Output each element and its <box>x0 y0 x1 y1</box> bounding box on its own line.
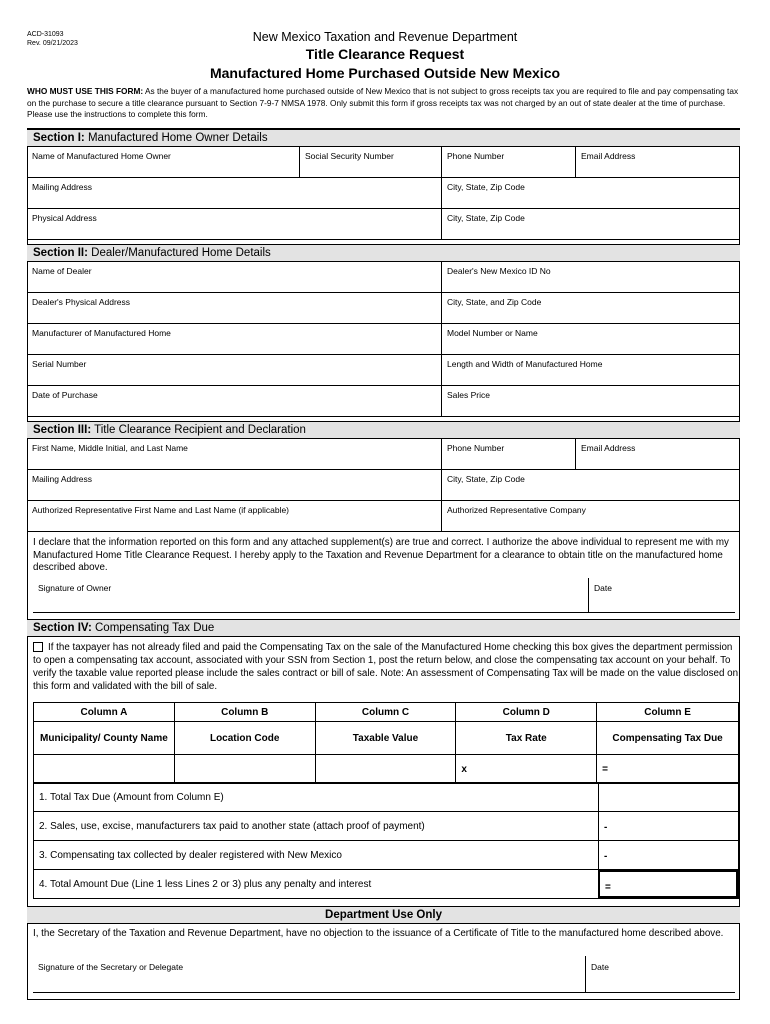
owner-physical-field[interactable] <box>27 209 442 239</box>
secretary-signature-label: Signature of the Secretary or Delegate <box>38 962 184 972</box>
column-d-header: Column D <box>456 703 597 722</box>
line4-mark: = <box>605 882 611 893</box>
dealer-address-label: Dealer's Physical Address <box>32 297 130 307</box>
section2-label: Section II: <box>33 247 88 259</box>
serial-field[interactable] <box>27 355 442 385</box>
owner-phone-field[interactable] <box>442 147 576 177</box>
form-title: Title Clearance Request <box>305 46 465 62</box>
model-label: Model Number or Name <box>447 328 538 338</box>
form-revision: Rev. 09/21/2023 <box>27 40 78 47</box>
section2-row4 <box>27 355 740 386</box>
owner-name-label: Name of Manufactured Home Owner <box>32 151 171 161</box>
model-field[interactable] <box>442 324 740 354</box>
serial-label: Serial Number <box>32 359 87 369</box>
owner-physical-city-field[interactable] <box>442 209 740 239</box>
dealer-city-label: City, State, and Zip Code <box>447 297 542 307</box>
ssn-label: Social Security Number <box>305 151 394 161</box>
secretary-signature-line[interactable] <box>33 992 735 993</box>
recipient-phone-field[interactable] <box>442 439 576 469</box>
owner-mailing-label: Mailing Address <box>32 182 93 192</box>
section3-header <box>27 421 740 439</box>
compensating-tax-header: Compensating Tax Due <box>597 722 739 755</box>
recipient-mailing-field[interactable] <box>27 470 442 500</box>
section1-row3 <box>27 209 740 240</box>
owner-email-field[interactable] <box>576 147 740 177</box>
dealer-id-field[interactable] <box>442 262 740 292</box>
municipality-input[interactable] <box>34 755 175 784</box>
ssn-field[interactable] <box>300 147 442 177</box>
section1-row1 <box>27 147 740 178</box>
rep-company-field[interactable] <box>442 501 740 531</box>
section4-title: Compensating Tax Due <box>95 622 215 634</box>
manufacturer-field[interactable] <box>27 324 442 354</box>
recipient-city-label: City, State, Zip Code <box>447 474 525 484</box>
section2-title: Dealer/Manufactured Home Details <box>91 247 271 259</box>
dealer-address-field[interactable] <box>27 293 442 323</box>
recipient-city-field[interactable] <box>442 470 740 500</box>
section3-title: Title Clearance Recipient and Declaration <box>94 424 306 436</box>
consent-text: If the taxpayer has not already filed and paid the Compensating Tax on the sale of the Manufactured Home checking this box gives the department permission to open a compensating tax account, associated with your SSN from Section 1, post the return below, and close the compensating tax account on your behalf. To verify the taxable value reported please include the sales contract or bill of sale. Note: An assessment of Compensating Tax will be made on the value disclosed on this form and validated with the bill of sale. <box>33 642 739 692</box>
equals-mark: = <box>602 763 608 775</box>
location-code-header: Location Code <box>174 722 315 755</box>
line2-input[interactable] <box>598 812 738 840</box>
dept-statement: I, the Secretary of the Taxation and Revenue Department, have no objection to the issuance of a Certificate of Title to the manufactured home described above. <box>33 928 724 939</box>
recipient-name-field[interactable] <box>27 439 442 469</box>
section2-row5 <box>27 386 740 417</box>
rep-name-field[interactable] <box>27 501 442 531</box>
line1-row <box>34 783 738 812</box>
municipality-header: Municipality/ County Name <box>34 722 175 755</box>
recipient-email-field[interactable] <box>576 439 740 469</box>
column-c-header: Column C <box>315 703 456 722</box>
dimensions-label: Length and Width of Manufactured Home <box>447 359 603 369</box>
section4-label: Section IV: <box>33 622 92 634</box>
purchase-date-field[interactable] <box>27 386 442 416</box>
form-number: ACD-31093 <box>27 31 64 38</box>
tax-rate-input[interactable] <box>456 755 597 784</box>
owner-mailing-city-label: City, State, Zip Code <box>447 182 525 192</box>
intro-lead: WHO MUST USE THIS FORM: <box>27 86 144 96</box>
section3-label: Section III: <box>33 424 92 436</box>
owner-mailing-field[interactable] <box>27 178 442 208</box>
compensating-tax-consent <box>33 641 739 693</box>
section3-row3 <box>27 501 740 532</box>
owner-signature-label: Signature of Owner <box>38 583 112 593</box>
secretary-date-label: Date <box>591 962 609 972</box>
owner-email-label: Email Address <box>581 151 636 161</box>
section4-header <box>27 619 740 637</box>
intro-body: As the buyer of a manufactured home purchased outside of New Mexico that is not subject to gross receipts tax you are required to file and pay compensating tax on the purchase to secure a title clearance pursuant to Section 7-9-7 NMSA 1978. Only submit this form if gross receipts tax was not charged by an out of state dealer at the time of purchase. Please use the instructions to complete this form. <box>27 86 739 119</box>
owner-phone-label: Phone Number <box>447 151 505 161</box>
tax-table <box>33 702 739 784</box>
section2-row1 <box>27 262 740 293</box>
line2-row <box>34 812 738 841</box>
line3-input[interactable] <box>598 841 738 869</box>
section1-row2 <box>27 178 740 209</box>
owner-signature-line[interactable] <box>33 612 735 613</box>
recipient-name-label: First Name, Middle Initial, and Last Name <box>32 443 188 453</box>
section1-label: Section I: <box>33 132 85 144</box>
recipient-phone-label: Phone Number <box>447 443 505 453</box>
line4-input[interactable] <box>598 870 738 898</box>
dealer-name-label: Name of Dealer <box>32 266 92 276</box>
taxable-value-header: Taxable Value <box>315 722 456 755</box>
rep-company-label: Authorized Representative Company <box>447 505 586 515</box>
line1-label: 1. Total Tax Due (Amount from Column E) <box>39 792 224 803</box>
sales-price-label: Sales Price <box>447 390 490 400</box>
consent-checkbox[interactable] <box>33 642 43 652</box>
dealer-id-label: Dealer's New Mexico ID No <box>447 266 551 276</box>
column-e-header: Column E <box>597 703 739 722</box>
form-subtitle: Manufactured Home Purchased Outside New Mexico <box>209 65 561 81</box>
section2-row2 <box>27 293 740 324</box>
section2-row3 <box>27 324 740 355</box>
column-a-header: Column A <box>34 703 175 722</box>
owner-name-field[interactable] <box>27 147 300 177</box>
line2-mark: - <box>604 822 608 833</box>
section1-title: Manufactured Home Owner Details <box>87 132 268 144</box>
owner-mailing-city-field[interactable] <box>442 178 740 208</box>
line3-mark: - <box>604 851 608 862</box>
manufacturer-label: Manufacturer of Manufactured Home <box>32 328 171 338</box>
line3-label: 3. Compensating tax collected by dealer registered with New Mexico <box>39 850 342 861</box>
purchase-date-label: Date of Purchase <box>32 390 98 400</box>
owner-date-label: Date <box>594 583 612 593</box>
section3-row2 <box>27 470 740 501</box>
multiply-mark: x <box>461 763 467 775</box>
section3-row1 <box>27 439 740 470</box>
tax-rate-header: Tax Rate <box>456 722 597 755</box>
line1-input[interactable] <box>598 783 738 811</box>
sales-price-field[interactable] <box>442 386 740 416</box>
tax-entry-row <box>34 755 739 784</box>
line4-row <box>34 870 738 898</box>
rep-name-label: Authorized Representative First Name and Last Name (if applicable) <box>32 505 290 515</box>
intro-text <box>27 86 747 121</box>
location-code-input[interactable] <box>174 755 315 784</box>
dealer-name-field[interactable] <box>27 262 442 292</box>
dept-use-header: Department Use Only <box>27 906 740 924</box>
recipient-mailing-label: Mailing Address <box>32 474 93 484</box>
owner-physical-city-label: City, State, Zip Code <box>447 213 525 223</box>
dept-signature-divider <box>585 956 586 992</box>
compensating-tax-input[interactable] <box>597 755 739 784</box>
agency-name: New Mexico Taxation and Revenue Department <box>252 30 518 44</box>
owner-physical-label: Physical Address <box>32 213 97 223</box>
taxable-value-input[interactable] <box>315 755 456 784</box>
declaration-text: I declare that the information reported on this form and any attached supplement(s) are true and correct. I authorize the above individual to represent me with my Manufactured Home Title Clearance Request. I hereby apply to the Taxation and Revenue Department for a clearance to obtain title on the manufactured home described above. <box>33 537 729 573</box>
column-b-header: Column B <box>174 703 315 722</box>
recipient-email-label: Email Address <box>581 443 636 453</box>
tax-lines <box>33 782 739 899</box>
line2-label: 2. Sales, use, excise, manufacturers tax paid to another state (attach proof of payment) <box>39 821 425 832</box>
tax-column-titles <box>34 722 739 755</box>
signature-divider <box>588 578 589 612</box>
section2-header <box>27 244 740 262</box>
line3-row <box>34 841 738 870</box>
tax-column-letters <box>34 703 739 722</box>
line4-label: 4. Total Amount Due (Line 1 less Lines 2 or 3) plus any penalty and interest <box>39 879 372 890</box>
dimensions-field[interactable] <box>442 355 740 385</box>
dealer-city-field[interactable] <box>442 293 740 323</box>
section1-header <box>27 129 740 147</box>
